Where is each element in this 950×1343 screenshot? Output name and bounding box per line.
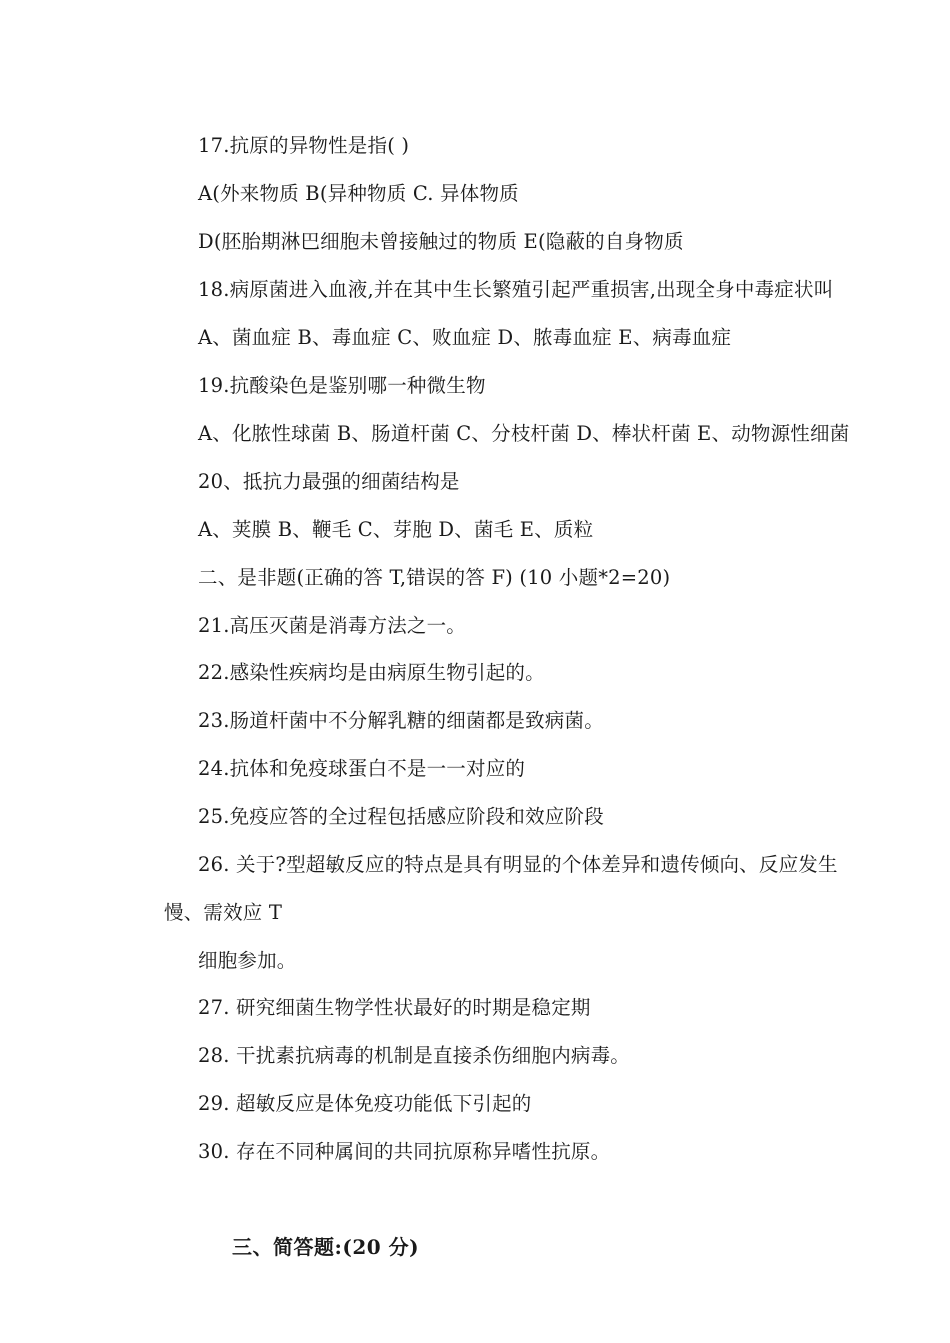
question-22: 22.感染性疾病均是由病原生物引起的。	[198, 661, 545, 684]
question-17-options-de: D(胚胎期淋巴细胞未曾接触过的物质 E(隐蔽的自身物质	[198, 230, 684, 253]
question-30: 30. 存在不同种属间的共同抗原称异嗜性抗原。	[198, 1140, 611, 1163]
question-17: 17.抗原的异物性是指( )	[198, 134, 410, 157]
question-26-continued: 慢、需效应 T	[164, 901, 283, 924]
section-short-answer-heading: 三、简答题:(20 分)	[232, 1235, 420, 1259]
question-23: 23.肠道杆菌中不分解乳糖的细菌都是致病菌。	[198, 709, 604, 732]
question-21: 21.高压灭菌是消毒方法之一。	[198, 614, 467, 637]
section-true-false-heading: 二、是非题(正确的答 T,错误的答 F) (10 小题*2=20)	[198, 566, 671, 589]
question-28: 28. 干扰素抗病毒的机制是直接杀伤细胞内病毒。	[198, 1044, 631, 1067]
question-20-options: A、荚膜 B、鞭毛 C、芽胞 D、菌毛 E、质粒	[198, 518, 594, 541]
question-18-options: A、菌血症 B、毒血症 C、败血症 D、脓毒血症 E、病毒血症	[198, 326, 732, 349]
question-24: 24.抗体和免疫球蛋白不是一一对应的	[198, 757, 526, 780]
question-25: 25.免疫应答的全过程包括感应阶段和效应阶段	[198, 805, 604, 828]
question-27: 27. 研究细菌生物学性状最好的时期是稳定期	[198, 996, 591, 1019]
question-29: 29. 超敏反应是体免疫功能低下引起的	[198, 1092, 532, 1115]
question-20: 20、抵抗力最强的细菌结构是	[198, 470, 460, 493]
question-18: 18.病原菌进入血液,并在其中生长繁殖引起严重损害,出现全身中毒症状叫	[198, 278, 834, 301]
question-19-options: A、化脓性球菌 B、肠道杆菌 C、分枝杆菌 D、棒状杆菌 E、动物源性细菌	[198, 422, 850, 445]
question-26: 26. 关于?型超敏反应的特点是具有明显的个体差异和遗传倾向、反应发生	[198, 853, 838, 876]
question-17-options-ac: A(外来物质 B(异种物质 C. 异体物质	[198, 182, 519, 205]
question-26-end: 细胞参加。	[198, 949, 297, 972]
question-19: 19.抗酸染色是鉴别哪一种微生物	[198, 374, 486, 397]
